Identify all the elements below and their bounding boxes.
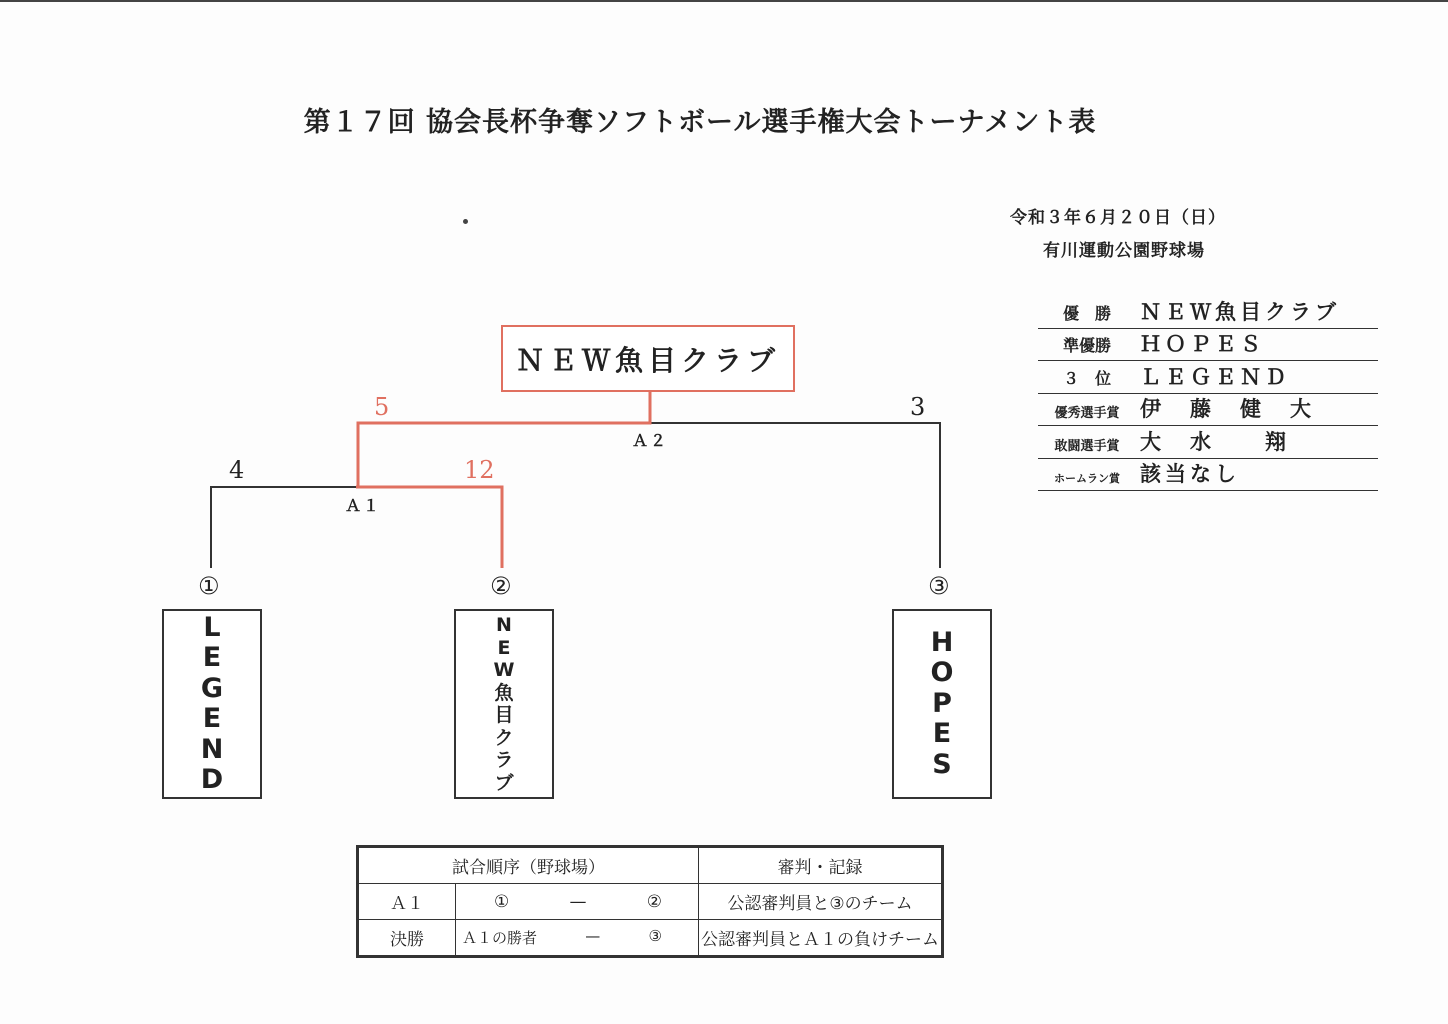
seed-2: ②: [490, 572, 512, 600]
team-char: 魚: [494, 681, 514, 704]
schedule-game: 決勝: [358, 920, 456, 957]
team-char: E: [202, 642, 222, 673]
team-char: P: [932, 687, 952, 719]
schedule-umpire: 公認審判員と③のチーム: [699, 884, 943, 920]
team-box-new-uome: [454, 609, 554, 799]
result-label: 優 勝: [1062, 303, 1111, 323]
matchup-right: ③: [648, 927, 662, 945]
team-char: 目: [494, 704, 514, 726]
matchup-dash: —: [585, 927, 601, 945]
schedule-header-row: [358, 847, 943, 884]
team-char: N: [200, 733, 224, 765]
result-label: 準優勝: [1062, 336, 1111, 355]
bracket-line-semi-left: [211, 487, 358, 568]
matchup-dash: —: [569, 891, 587, 912]
team-char: H: [930, 626, 954, 658]
result-label: 優秀選手賞: [1054, 406, 1120, 421]
result-value: ＬＥＧＥＮＤ: [1140, 364, 1290, 389]
team-char: N: [496, 614, 512, 636]
result-label: ３ 位: [1062, 368, 1111, 388]
final-score-right: 3: [910, 393, 926, 421]
schedule-table: [356, 845, 944, 958]
team-box-hopes: [892, 609, 992, 799]
matchup-left: ①: [494, 891, 510, 912]
schedule-matchup: [456, 920, 699, 957]
team-char: ク: [494, 726, 514, 749]
team-char: E: [497, 636, 511, 659]
team-char: G: [200, 672, 224, 704]
semi-game-label: Ａ１: [345, 496, 382, 515]
schedule-game: Ａ１: [358, 884, 456, 920]
seed-1: ①: [198, 572, 220, 600]
final-game-label: Ａ２: [632, 431, 669, 450]
bracket-line-final-win: [358, 390, 650, 487]
team-char: E: [202, 703, 222, 734]
schedule-header-order: 試合順序（野球場）: [358, 847, 699, 884]
result-value: ＨＯＰＥＳ: [1140, 332, 1265, 356]
page-title: 第１７回 協会長杯争奪ソフトボール選手権大会トーナメント表: [303, 107, 1097, 138]
result-value: ＮＥＷ魚目クラブ: [1140, 299, 1340, 324]
team-char: W: [493, 659, 515, 681]
schedule-matchup: [456, 884, 699, 920]
schedule-umpire: 公認審判員とＡ１の負けチーム: [699, 920, 943, 957]
team-box-legend: [162, 609, 262, 799]
team-char: E: [932, 718, 952, 750]
team-char: S: [932, 748, 952, 780]
result-value: 該当なし: [1140, 462, 1240, 486]
result-label: ホームラン賞: [1054, 472, 1120, 485]
semi-score-left: 4: [229, 456, 245, 484]
team-char: ブ: [494, 771, 514, 794]
schedule-row: [358, 884, 943, 920]
result-value: 大 水 翔: [1140, 429, 1290, 454]
matchup-right: ②: [646, 891, 662, 912]
result-value: 伊 藤 健 大: [1140, 397, 1315, 421]
final-score-left: 5: [374, 393, 390, 421]
team-char: O: [930, 657, 954, 689]
bracket-line-final-right: [650, 423, 940, 568]
seed-3: ③: [928, 572, 950, 600]
event-date: 令和３年６月２０日（日）: [1010, 208, 1226, 228]
schedule-header-umpire: 審判・記録: [699, 847, 943, 884]
champion-box: ＮＥＷ魚目クラブ: [501, 325, 795, 392]
matchup-left: Ａ１の勝者: [462, 929, 538, 947]
result-label: 敢闘選手賞: [1054, 438, 1120, 454]
team-char: L: [203, 611, 221, 643]
event-venue: 有川運動公園野球場: [1043, 241, 1205, 261]
schedule-row: [358, 920, 943, 957]
team-char: D: [200, 764, 224, 795]
team-char: ラ: [494, 749, 514, 771]
semi-score-right: 12: [464, 456, 495, 484]
